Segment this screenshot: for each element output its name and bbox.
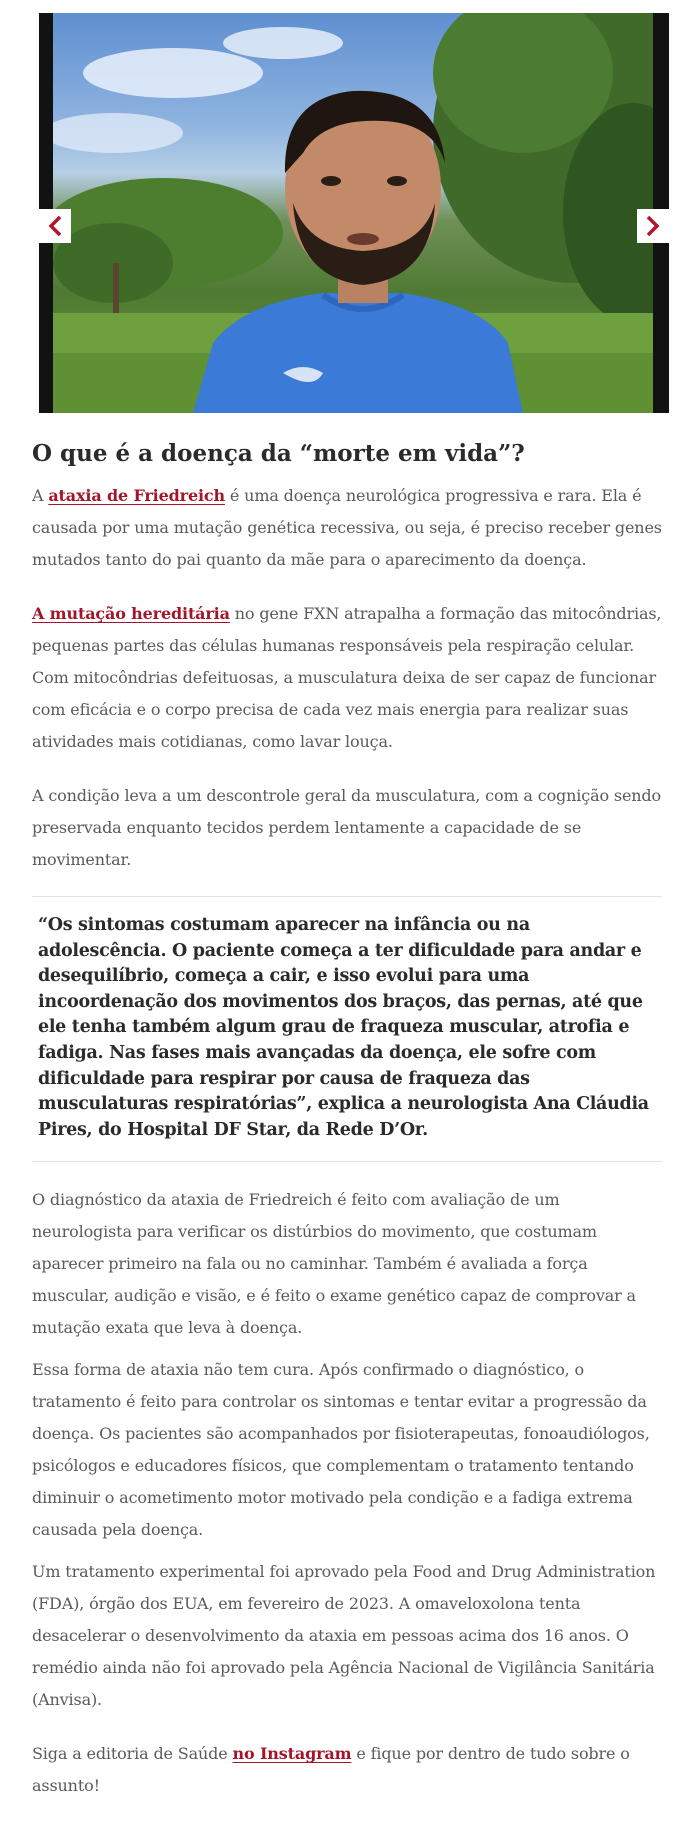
link-mutacao-hereditaria[interactable]: A mutação hereditária	[32, 604, 230, 623]
chevron-left-icon	[47, 215, 63, 237]
carousel-prev-button[interactable]	[39, 209, 71, 243]
paragraph-text: no gene FXN atrapalha a formação das mitocôndrias, pequenas partes das células humanas responsáveis pela respiração celular. Com mitocôndrias defeituosas, a musculatura deixa de ser capaz de funcionar com eficácia e o corpo precisa de cada vez mais energia para realizar suas atividades mais cotidianas, como lavar louça.	[32, 604, 662, 751]
photo-illustration	[53, 13, 653, 413]
paragraph-text: A	[32, 486, 49, 505]
paragraph-condition: A condição leva a um descontrole geral da musculatura, com a cognição sendo preservada enquanto tecidos perdem lentamente a capacidade de se movimentar.	[32, 786, 661, 869]
section-heading: O que é a doença da “morte em vida”?	[32, 440, 525, 467]
article-body	[32, 420, 662, 1824]
paragraph-intro	[32, 480, 662, 576]
chevron-right-icon	[645, 215, 661, 237]
paragraph-text: Siga a editoria de Saúde	[32, 1744, 233, 1764]
paragraph-instagram-cta	[32, 1738, 662, 1802]
carousel-photo	[53, 13, 653, 413]
pull-quote	[32, 896, 662, 1162]
link-instagram[interactable]: no Instagram	[232, 1744, 352, 1764]
paragraph-fda: Um tratamento experimental foi aprovado pela Food and Drug Administration (FDA), órgão dos EUA, em fevereiro de 2023. A omaveloxolona tenta desacelerar o desenvolvimento da ataxia em pessoas acima dos 16 anos. O remédio ainda não foi aprovado pela Agência Nacional de Vigilância Sanitária (Anvisa).	[32, 1562, 656, 1710]
image-carousel	[39, 13, 669, 413]
carousel-next-button[interactable]	[637, 209, 669, 243]
paragraph-mutation	[32, 598, 662, 758]
paragraph-text: é uma doença neurológica progressiva e rara. Ela é causada por uma mutação genética recessiva, ou seja, é preciso receber genes mutados tanto do pai quanto da mãe para o aparecimento da doença.	[32, 486, 662, 569]
paragraph-diagnosis: O diagnóstico da ataxia de Friedreich é feito com avaliação de um neurologista para verificar os distúrbios do movimento, que costumam aparecer primeiro na fala ou no caminhar. Também é avaliada a força muscular, audição e visão, e é feito o exame genético capaz de comprovar a mutação exata que leva à doença.	[32, 1190, 636, 1338]
pull-quote-text: “Os sintomas costumam aparecer na infância ou na adolescência. O paciente começa a ter dificuldade para andar e desequilíbrio, começa a cair, e isso evolui para uma incoordenação dos movimentos dos braços, das pernas, até que ele tenha também algum grau de fraqueza muscular, atrofia e fadiga. Nas fases mais avançadas da doença, ele sofre com dificuldade para respirar por causa de fraqueza das musculaturas respiratórias”, explica a neurologista Ana Cláudia Pires, do Hospital DF Star, da Rede D’Or.	[38, 915, 649, 1140]
paragraph-treatment: Essa forma de ataxia não tem cura. Após confirmado o diagnóstico, o tratamento é feito para controlar os sintomas e tentar evitar a progressão da doença. Os pacientes são acompanhados por fisioterapeutas, fonoaudiólogos, psicólogos e educadores físicos, que complementam o tratamento tentando diminuir o acometimento motor motivado pela condição e a fadiga extrema causada pela doença.	[32, 1360, 650, 1540]
link-ataxia-friedreich[interactable]: ataxia de Friedreich	[48, 486, 225, 505]
paragraph-text: e fique por dentro de tudo sobre o assunto!	[32, 1744, 630, 1796]
